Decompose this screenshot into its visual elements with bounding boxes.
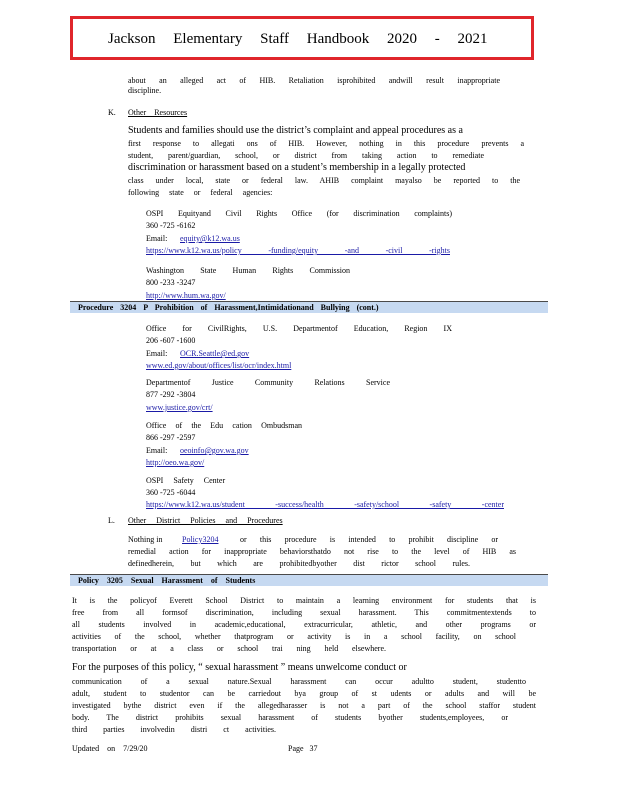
body-line: transportation or at a class or school trai ning held elsewhere.: [72, 644, 386, 653]
section-heading: Other Resources: [128, 108, 188, 117]
body-line: For the purposes of this policy, “ sexual harassment ” means unwelcome conduct or: [72, 662, 407, 673]
agency-phone: 877 -292 -3804: [146, 390, 196, 399]
agency-phone: 866 -297 -2597: [146, 433, 196, 442]
agency-url-link[interactable]: https://www.k12.wa.us/student -success/health -safety/school -safety -center: [146, 500, 504, 509]
body-line: first response to allegati ons of HIB. However, nothing in this procedure prevents a: [128, 139, 524, 148]
agency-url-link[interactable]: http://www.hum.wa.gov/: [146, 291, 226, 300]
section-heading: Other District Policies and Procedures: [128, 516, 283, 525]
agency-name: Office for CivilRights, U.S. Departmentof Education, Region IX: [146, 324, 452, 333]
body-line: discipline.: [128, 86, 162, 95]
body-line: remedial action for inappropriate behaviorsthatdo not rise to the level of HIB as: [128, 547, 516, 556]
body-line: free from all formsof discrimination, including sexual harassment. This commitmentextends to: [72, 608, 536, 617]
agency-email-link[interactable]: oeoinfo@gov.wa.gov: [180, 446, 249, 455]
agency-name: OSPI Equityand Civil Rights Office (for discrimination complaints): [146, 209, 452, 218]
footer-page-number: Page 37: [288, 744, 318, 753]
agency-url-link[interactable]: http://oeo.wa.gov/: [146, 458, 205, 467]
agency-name: OSPI Safety Center: [146, 476, 226, 485]
body-line: all students involved in academic,educational, extracurricular, athletic, and other programs or: [72, 620, 536, 629]
body-line: discrimination or harassment based on a student’s membership in a legally protected: [128, 162, 466, 173]
body-line: following state or federal agencies:: [128, 188, 273, 197]
agency-phone: 800 -233 -3247: [146, 278, 196, 287]
body-line: activities of the school, whether thatprogram or activity is in a school facility, on school: [72, 632, 516, 641]
body-line: communication of a sexual nature.Sexual harassment can occur adultto student, studentto: [72, 677, 526, 686]
agency-phone: 360 -725 -6044: [146, 488, 196, 497]
footer-updated: Updated on 7/29/20: [72, 744, 148, 753]
agency-url-link[interactable]: https://www.k12.wa.us/policy -funding/equity -and -civil -rights: [146, 246, 450, 255]
section-marker: K.: [108, 108, 116, 117]
agency-url-link[interactable]: www.ed.gov/about/offices/list/ocr/index.html: [146, 361, 292, 370]
email-label: Email:: [146, 234, 168, 243]
body-line: Students and families should use the district’s complaint and appeal procedures as a: [128, 125, 463, 136]
body-line: investigated bythe district even if the allegedharasser is not a part of the school staffor student: [72, 701, 536, 710]
body-line: or this procedure is intended to prohibit discipline or: [240, 535, 498, 544]
agency-name: Washington State Human Rights Commission: [146, 266, 350, 275]
email-label: Email:: [146, 446, 168, 455]
policy-link[interactable]: Policy3204: [182, 535, 219, 544]
document-title: Jackson Elementary Staff Handbook 2020 - 2021: [108, 31, 488, 47]
body-line: body. The district prohibits sexual harassment of students byother students,employees, or: [72, 713, 508, 722]
section-marker: L.: [108, 516, 115, 525]
agency-name: Office of the Edu cation Ombudsman: [146, 421, 302, 430]
body-line: third parties involvedin distri ct activities.: [72, 725, 276, 734]
agency-email-link[interactable]: OCR.Seattle@ed.gov: [180, 349, 250, 358]
agency-email-link[interactable]: equity@k12.wa.us: [180, 234, 240, 243]
body-line: about an alleged act of HIB. Retaliation isprohibited andwill result inappropriate: [128, 76, 500, 85]
body-line: definedherein, but which are prohibitedbyother dist rictor school rules.: [128, 559, 470, 568]
body-line: student, parent/guardian, school, or district from taking action to remediate: [128, 151, 484, 160]
body-line: class under local, state or federal law. AHIB complaint mayalso be reported to the: [128, 176, 520, 185]
agency-phone: 206 -607 -1600: [146, 336, 196, 345]
body-line: It is the policyof Everett School District to maintain a learning environment for students that is: [72, 596, 536, 605]
procedure-bar: Procedure 3204 P Prohibition of Harassment,Intimidationand Bullying (cont.): [70, 302, 548, 313]
agency-phone: 360 -725 -6162: [146, 221, 196, 230]
agency-name: Departmentof Justice Community Relations Service: [146, 378, 390, 387]
agency-url-link[interactable]: www.justice.gov/crt/: [146, 403, 213, 412]
body-line: adult, student to studentor can be carriedout bya group of st udents or adults and will be: [72, 689, 536, 698]
policy-bar: Policy 3205 Sexual Harassment of Students: [70, 575, 548, 586]
body-line: Nothing in: [128, 535, 163, 544]
email-label: Email:: [146, 349, 168, 358]
